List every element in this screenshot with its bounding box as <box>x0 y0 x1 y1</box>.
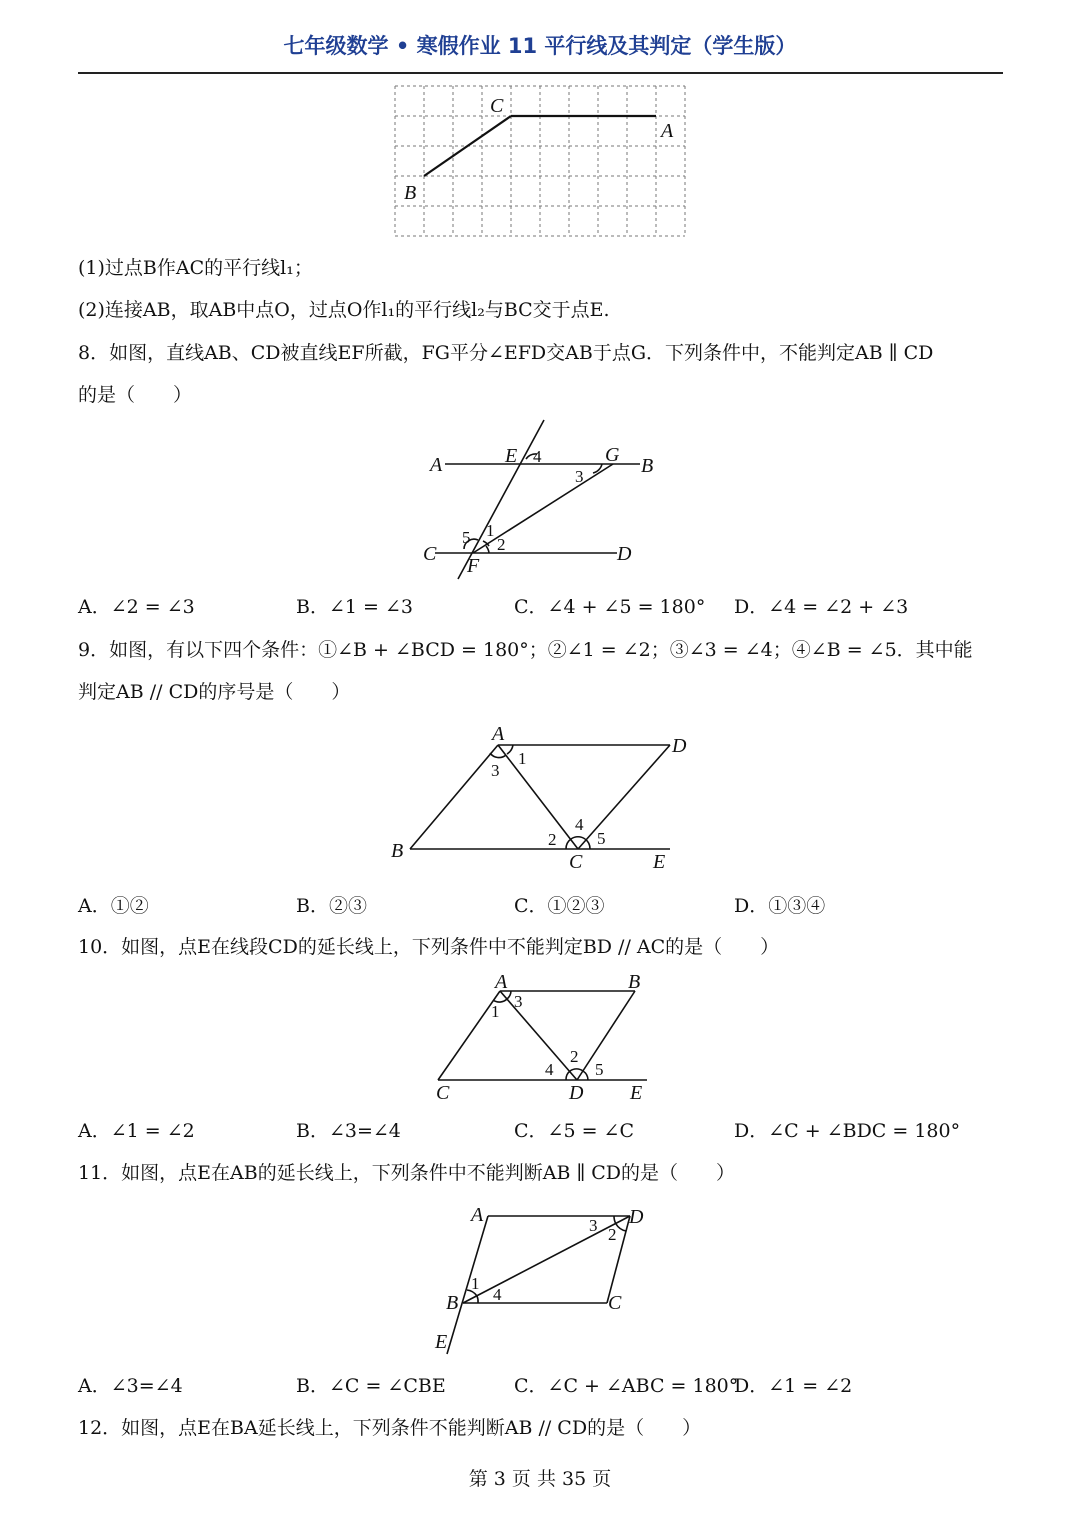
q9-label-d: D <box>672 735 687 757</box>
q10-angle-3: 3 <box>514 992 523 1011</box>
q8-label-c: C <box>423 543 437 565</box>
q8-angle-3: 3 <box>575 467 584 486</box>
q10-angle-1: 1 <box>491 1002 500 1021</box>
q8-option-a[interactable]: A．∠2 = ∠3 <box>78 596 195 618</box>
q10-figure <box>425 970 660 1105</box>
q10-option-c[interactable]: C．∠5 = ∠C <box>514 1120 635 1142</box>
q11-angle-2: 2 <box>608 1225 617 1244</box>
q11-option-a[interactable]: A．∠3=∠4 <box>78 1375 183 1397</box>
q11-option-d[interactable]: D．∠1 = ∠2 <box>734 1375 853 1397</box>
q9-label-e: E <box>653 851 666 873</box>
q11-label-d: D <box>629 1206 644 1228</box>
q9-angle-4: 4 <box>575 815 584 834</box>
q8-angle-1: 1 <box>486 521 495 540</box>
q11-label-a: A <box>471 1204 484 1226</box>
q10-label-d: D <box>569 1082 584 1104</box>
page-header-title: 七年级数学 • 寒假作业 11 平行线及其判定（学生版） <box>283 34 797 58</box>
q11-label-b: B <box>446 1292 459 1314</box>
q8-label-e: E <box>505 445 518 467</box>
q8-angle-2: 2 <box>497 535 506 554</box>
q11-stem: 11．如图，点E在AB的延长线上，下列条件中不能判断AB ∥ CD的是（ ） <box>78 1162 736 1184</box>
q11-option-c[interactable]: C．∠C + ∠ABC = 180° <box>514 1375 739 1397</box>
q8-angle-5: 5 <box>462 528 471 547</box>
q8-option-c[interactable]: C．∠4 + ∠5 = 180° <box>514 596 706 618</box>
q9-label-b: B <box>391 840 404 862</box>
grid-figure <box>393 84 688 240</box>
q8-label-f: F <box>467 555 480 577</box>
q8-stem-line1: 8．如图，直线AB、CD被直线EF所截，FG平分∠EFD交AB于点G．下列条件中，不能判定AB ∥ CD <box>78 342 934 364</box>
q10-label-a: A <box>495 971 508 993</box>
q8-label-a: A <box>430 454 443 476</box>
q9-option-c[interactable]: C．①②③ <box>514 895 605 917</box>
q9-angle-5: 5 <box>597 829 606 848</box>
q10-label-e: E <box>630 1082 643 1104</box>
q10-angle-5: 5 <box>595 1060 604 1079</box>
q8-option-d[interactable]: D．∠4 = ∠2 + ∠3 <box>734 596 909 618</box>
q10-label-b: B <box>628 971 641 993</box>
q9-option-d[interactable]: D．①③④ <box>734 895 826 917</box>
q11-angle-1: 1 <box>471 1274 480 1293</box>
q8-option-b[interactable]: B．∠1 = ∠3 <box>296 596 413 618</box>
q9-angle-2: 2 <box>548 830 557 849</box>
q9-stem-line1: 9．如图，有以下四个条件：①∠B + ∠BCD = 180°；②∠1 = ∠2；③∠3 = ∠4；④∠B = ∠5．其中能 <box>78 639 973 661</box>
q11-angle-4: 4 <box>493 1285 502 1304</box>
q9-option-a[interactable]: A．①② <box>78 895 149 917</box>
page-footer: 第 3 页 共 35 页 <box>468 1468 612 1490</box>
q8-label-d: D <box>617 543 632 565</box>
q9-figure <box>385 720 695 880</box>
q9-label-c: C <box>569 851 583 873</box>
q9-angle-3: 3 <box>491 761 500 780</box>
q12-stem: 12．如图，点E在BA延长线上，下列条件不能判断AB // CD的是（ ） <box>78 1417 702 1439</box>
q11-figure <box>425 1197 665 1357</box>
label-c: C <box>490 95 504 117</box>
q9-angle-1: 1 <box>518 749 527 768</box>
q9-stem-line2: 判定AB // CD的序号是（ ） <box>78 681 351 703</box>
q8-label-g: G <box>605 444 620 466</box>
q9-option-b[interactable]: B．②③ <box>296 895 367 917</box>
q8-figure <box>420 415 670 585</box>
q10-option-b[interactable]: B．∠3=∠4 <box>296 1120 401 1142</box>
q7-part2: (2)连接AB，取AB中点O，过点O作l₁的平行线l₂与BC交于点E. <box>78 299 610 321</box>
q10-angle-2: 2 <box>570 1047 579 1066</box>
q7-part1: (1)过点B作AC的平行线l₁； <box>78 257 313 279</box>
header-divider <box>78 72 1003 74</box>
q10-angle-4: 4 <box>545 1060 554 1079</box>
q10-stem: 10．如图，点E在线段CD的延长线上，下列条件中不能判定BD // AC的是（ ） <box>78 936 780 958</box>
q11-angle-3: 3 <box>589 1216 598 1235</box>
q11-option-b[interactable]: B．∠C = ∠CBE <box>296 1375 446 1397</box>
q10-option-a[interactable]: A．∠1 = ∠2 <box>78 1120 195 1142</box>
q11-label-c: C <box>608 1292 622 1314</box>
q8-angle-4: 4 <box>533 447 542 466</box>
q10-option-d[interactable]: D．∠C + ∠BDC = 180° <box>734 1120 961 1142</box>
label-b: B <box>404 182 417 204</box>
q8-stem-line2: 的是（ ） <box>78 384 193 406</box>
q9-label-a: A <box>492 723 505 745</box>
q11-label-e: E <box>435 1331 448 1353</box>
q10-label-c: C <box>436 1082 450 1104</box>
q8-label-b: B <box>641 455 654 477</box>
label-a: A <box>661 120 674 142</box>
